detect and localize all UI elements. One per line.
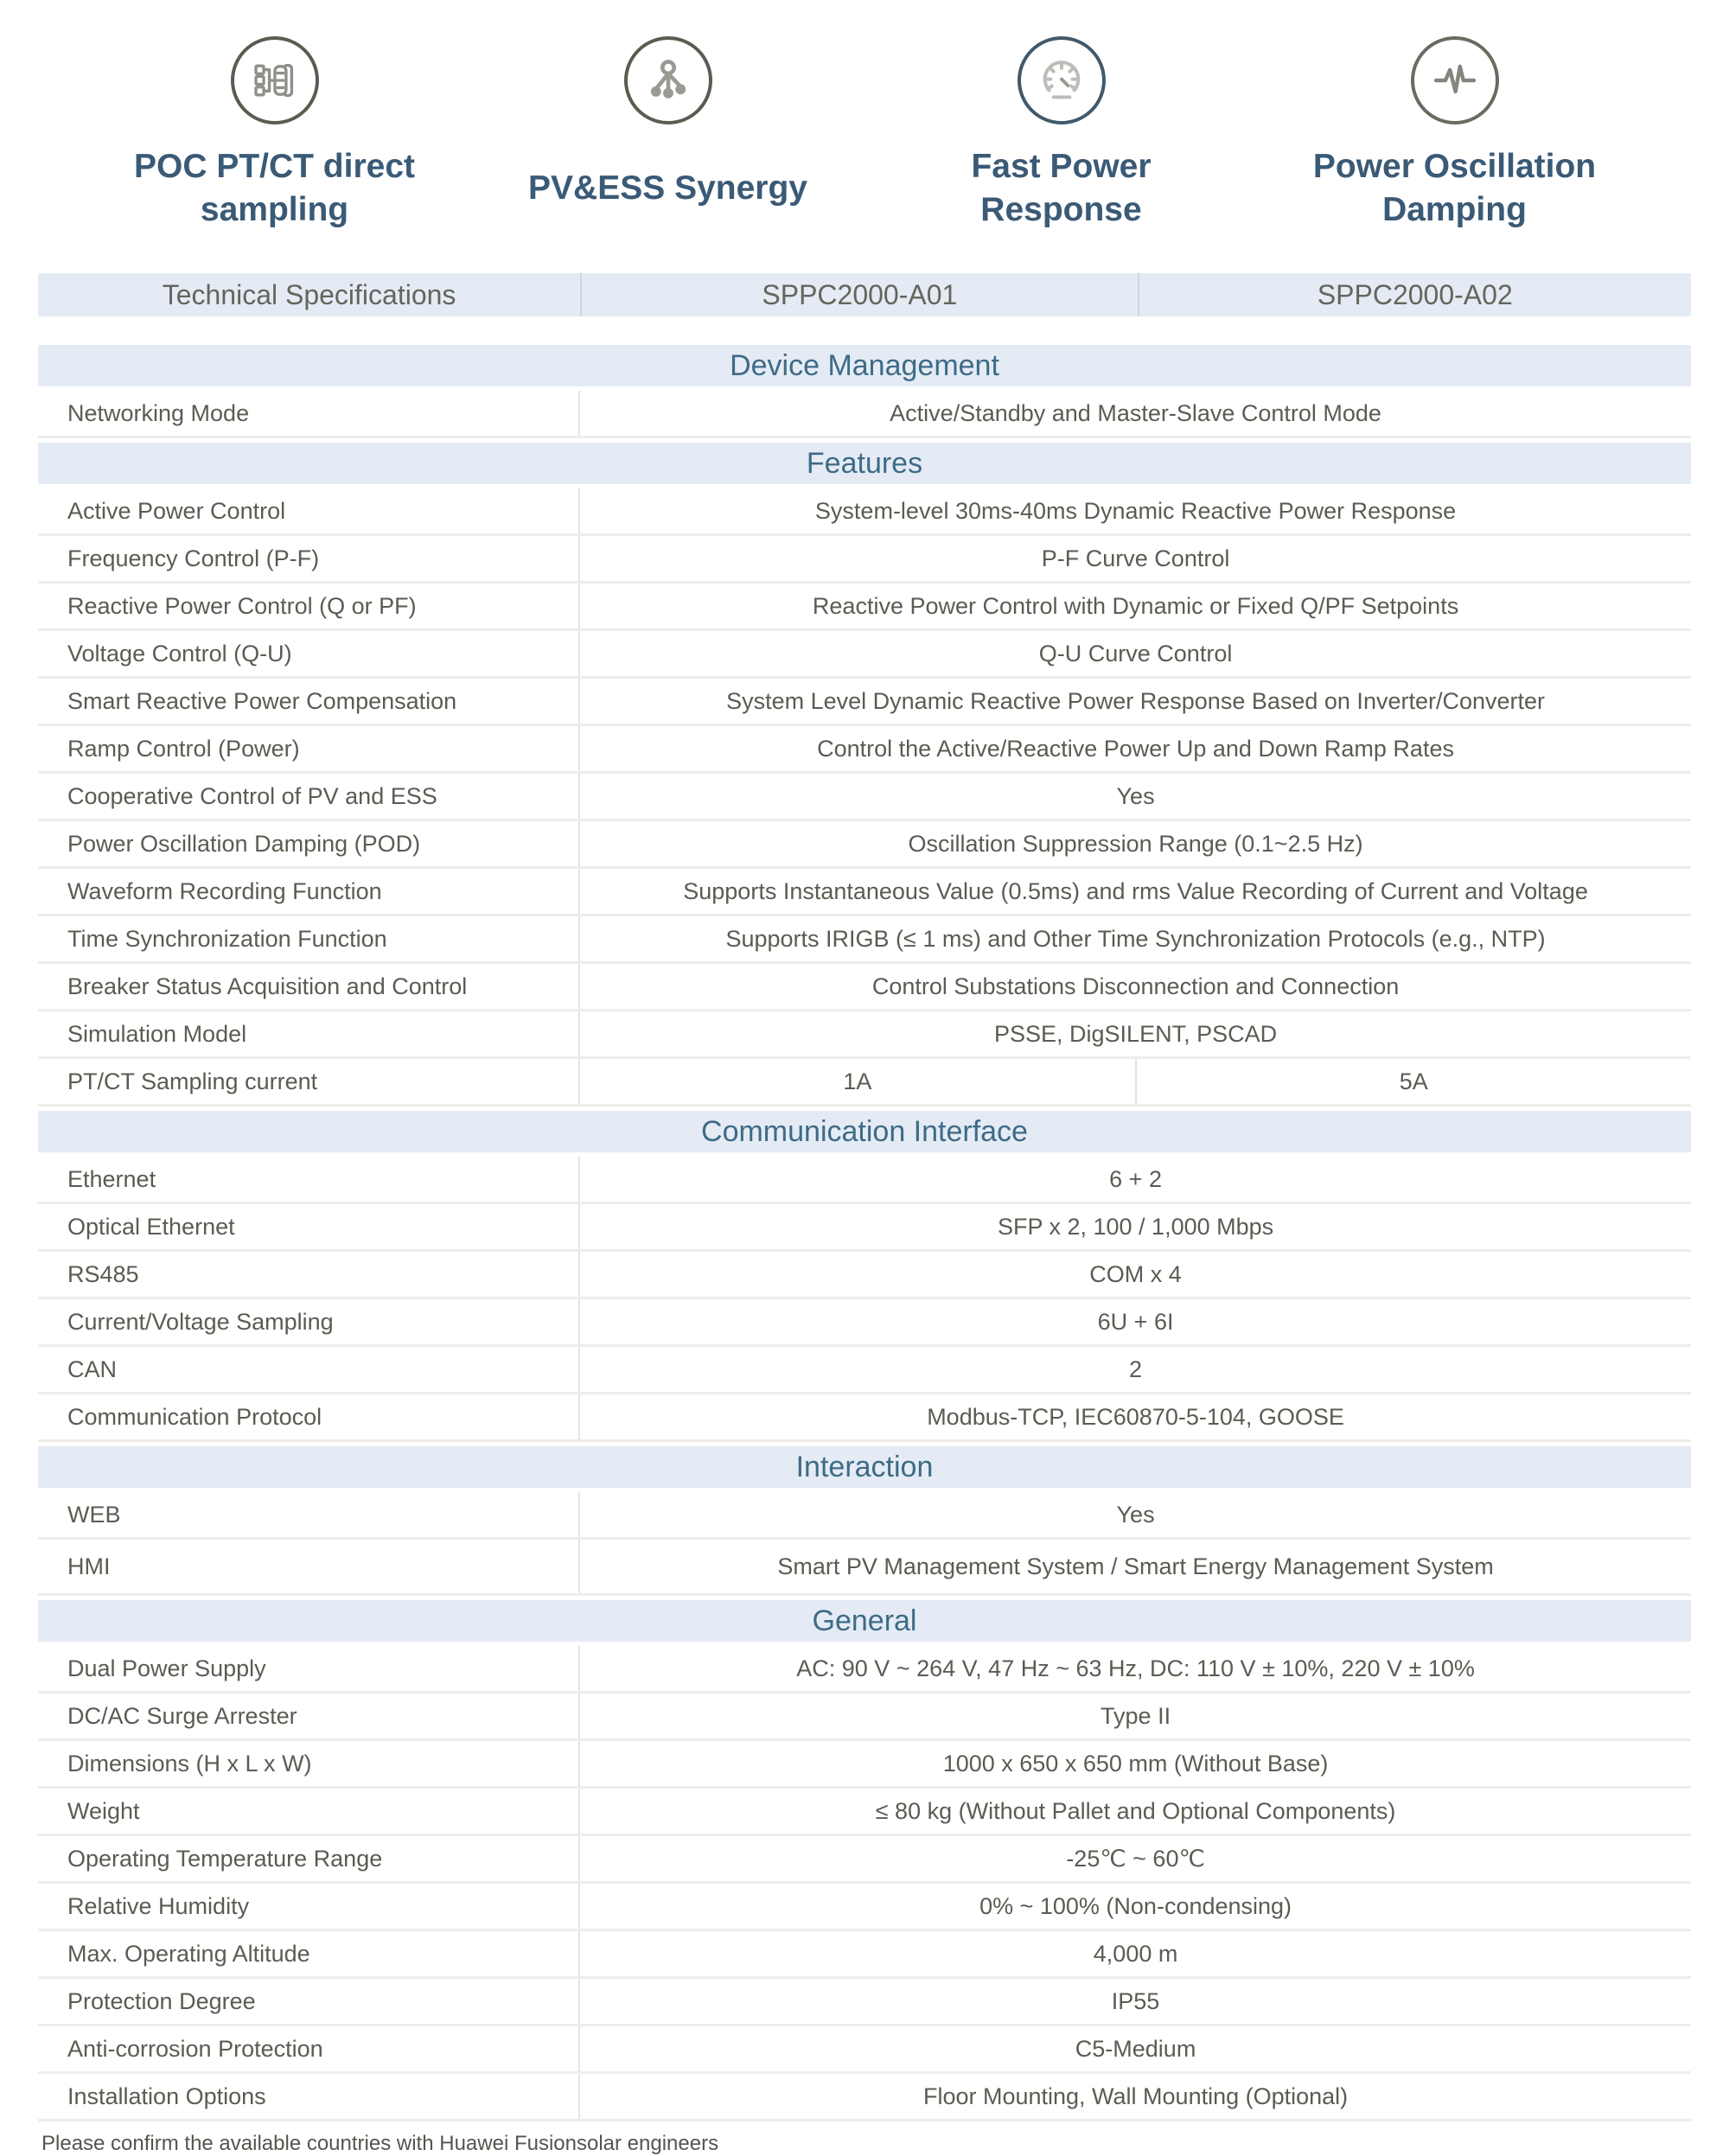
spec-label: Max. Operating Altitude [38, 1931, 580, 1976]
spec-value: Reactive Power Control with Dynamic or Fixed Q/PF Setpoints [812, 592, 1459, 619]
table-row [38, 964, 1691, 1011]
spec-label: Current/Voltage Sampling [38, 1299, 580, 1344]
header-model-a01: SPPC2000-A01 [580, 273, 1137, 316]
spec-label: CAN [38, 1347, 580, 1392]
pv-ess-synergy-icon [624, 36, 712, 124]
spec-label: Optical Ethernet [38, 1204, 580, 1249]
footer-note: Please confirm the available countries with Huawei Fusionsolar engineers [41, 2132, 719, 2155]
spec-value: COM x 4 [1089, 1260, 1182, 1287]
spec-value: Control Substations Disconnection and Connection [871, 973, 1400, 999]
table-row [38, 631, 1691, 679]
table-row [38, 1492, 1691, 1540]
spec-label: Ethernet [38, 1157, 580, 1202]
feature-label: Fast Power Response [971, 148, 1152, 228]
feature-banner [78, 36, 1651, 235]
spec-value: 1000 x 650 x 650 mm (Without Base) [942, 1750, 1329, 1776]
spec-label: Ramp Control (Power) [38, 726, 580, 771]
spec-value: Supports IRIGB (≤ 1 ms) and Other Time Synchronization Protocols (e.g., NTP) [725, 925, 1546, 952]
table-row [38, 1646, 1691, 1694]
spec-value: 2 [1129, 1355, 1143, 1382]
feature-pv-ess-synergy [471, 36, 864, 235]
table-row [38, 869, 1691, 916]
section-band-features: Features [38, 443, 1691, 484]
spec-value: Yes [1116, 1501, 1155, 1528]
spec-label: Waveform Recording Function [38, 869, 580, 914]
spec-value-a02: 5A [1135, 1059, 1691, 1104]
table-row [38, 1979, 1691, 2026]
spec-value: Supports Instantaneous Value (0.5ms) and rms Value Recording of Current and Voltage [683, 877, 1588, 904]
spec-label: Simulation Model [38, 1011, 580, 1056]
spec-value: System Level Dynamic Reactive Power Response Based on Inverter/Converter [726, 687, 1546, 714]
feature-label: Power Oscillation Damping [1312, 148, 1597, 228]
spec-label: Weight [38, 1789, 580, 1834]
spec-label: Dual Power Supply [38, 1646, 580, 1691]
table-row [38, 1931, 1691, 1979]
spec-label: Frequency Control (P-F) [38, 536, 580, 581]
pulse-wave-icon [1411, 36, 1499, 124]
spec-label: Cooperative Control of PV and ESS [38, 774, 580, 819]
table-row [38, 2026, 1691, 2074]
spec-value: ≤ 80 kg (Without Pallet and Optional Components) [875, 1797, 1396, 1824]
spec-label: Breaker Status Acquisition and Control [38, 964, 580, 1009]
header-gap [38, 316, 1691, 341]
table-row [38, 584, 1691, 631]
spec-value: Floor Mounting, Wall Mounting (Optional) [922, 2083, 1349, 2109]
table-row [38, 1694, 1691, 1741]
table-row [38, 391, 1691, 438]
spec-value: System-level 30ms-40ms Dynamic Reactive Power Response [814, 497, 1457, 524]
header-model-a02: SPPC2000-A02 [1138, 273, 1691, 316]
spec-label: Power Oscillation Damping (POD) [38, 821, 580, 866]
feature-poc-sampling [78, 36, 471, 235]
spec-label: Operating Temperature Range [38, 1836, 580, 1881]
spec-label: Installation Options [38, 2074, 580, 2119]
table-row [38, 774, 1691, 821]
table-row [38, 679, 1691, 726]
table-row [38, 1011, 1691, 1059]
spec-value: 6U + 6I [1097, 1308, 1174, 1335]
spec-label: Voltage Control (Q-U) [38, 631, 580, 676]
spec-label: Active Power Control [38, 488, 580, 533]
spec-value: C5-Medium [1075, 2035, 1196, 2062]
spec-label: DC/AC Surge Arrester [38, 1694, 580, 1738]
table-row [38, 2074, 1691, 2121]
table-row [38, 1252, 1691, 1299]
table-row [38, 536, 1691, 584]
spec-label: PT/CT Sampling current [38, 1059, 580, 1104]
table-row [38, 1540, 1691, 1596]
spec-label: Time Synchronization Function [38, 916, 580, 961]
spec-value: 4,000 m [1093, 1940, 1178, 1967]
spec-value: SFP x 2, 100 / 1,000 Mbps [997, 1213, 1274, 1240]
spec-value: -25℃ ~ 60℃ [1066, 1845, 1205, 1872]
feature-label: PV&ESS Synergy [528, 169, 807, 207]
spec-label: HMI [38, 1540, 580, 1593]
spec-value: Type II [1101, 1702, 1171, 1729]
table-row-ptct-sampling [38, 1059, 1691, 1107]
spec-label: Networking Mode [38, 391, 580, 436]
spec-label: Relative Humidity [38, 1884, 580, 1929]
section-band-general: General [38, 1600, 1691, 1642]
spec-value: Smart PV Management System / Smart Energy Management System [777, 1553, 1494, 1579]
spec-value: Oscillation Suppression Range (0.1~2.5 Hz) [908, 830, 1363, 857]
feature-power-oscillation-damping [1258, 36, 1651, 235]
spec-label: Reactive Power Control (Q or PF) [38, 584, 580, 628]
spec-value: P-F Curve Control [1041, 545, 1230, 571]
spec-value: 0% ~ 100% (Non-condensing) [979, 1892, 1292, 1919]
table-row [38, 821, 1691, 869]
table-row [38, 488, 1691, 536]
spec-value: Control the Active/Reactive Power Up and Down Ramp Rates [817, 735, 1454, 762]
feature-fast-power-response [864, 36, 1258, 235]
spec-value: AC: 90 V ~ 264 V, 47 Hz ~ 63 Hz, DC: 110 V ± 10%, 220 V ± 10% [796, 1655, 1475, 1681]
table-row [38, 1741, 1691, 1789]
spec-value: 6 + 2 [1109, 1165, 1162, 1192]
table-row [38, 726, 1691, 774]
table-row [38, 916, 1691, 964]
spec-value-a01: 1A [843, 1068, 872, 1094]
spec-value: PSSE, DigSILENT, PSCAD [994, 1020, 1278, 1047]
spec-label: RS485 [38, 1252, 580, 1297]
spec-label: Communication Protocol [38, 1394, 580, 1439]
spec-label: Smart Reactive Power Compensation [38, 679, 580, 724]
section-band-device-management: Device Management [38, 345, 1691, 386]
spec-value: Active/Standby and Master-Slave Control Mode [890, 399, 1381, 426]
section-band-communication-interface: Communication Interface [38, 1111, 1691, 1152]
poc-sampling-icon [231, 36, 319, 124]
spec-label: Dimensions (H x L x W) [38, 1741, 580, 1786]
speedometer-icon [1018, 36, 1106, 124]
table-row [38, 1157, 1691, 1204]
section-band-interaction: Interaction [38, 1446, 1691, 1488]
spec-value: Q-U Curve Control [1038, 640, 1233, 667]
table-row [38, 1204, 1691, 1252]
spec-value: Yes [1116, 782, 1155, 809]
table-row [38, 1299, 1691, 1347]
table-row [38, 1394, 1691, 1442]
spec-value: IP55 [1111, 1987, 1160, 2014]
spec-label: Protection Degree [38, 1979, 580, 2024]
table-header-row [38, 273, 1691, 316]
header-technical-specifications: Technical Specifications [162, 278, 456, 310]
table-row [38, 1347, 1691, 1394]
feature-label: POC PT/CT direct sampling [133, 148, 416, 228]
spec-table [38, 273, 1691, 2121]
spec-value: Modbus-TCP, IEC60870-5-104, GOOSE [927, 1403, 1344, 1430]
spec-label: WEB [38, 1492, 580, 1537]
table-row [38, 1789, 1691, 1836]
table-row [38, 1836, 1691, 1884]
table-row [38, 1884, 1691, 1931]
spec-label: Anti-corrosion Protection [38, 2026, 580, 2071]
